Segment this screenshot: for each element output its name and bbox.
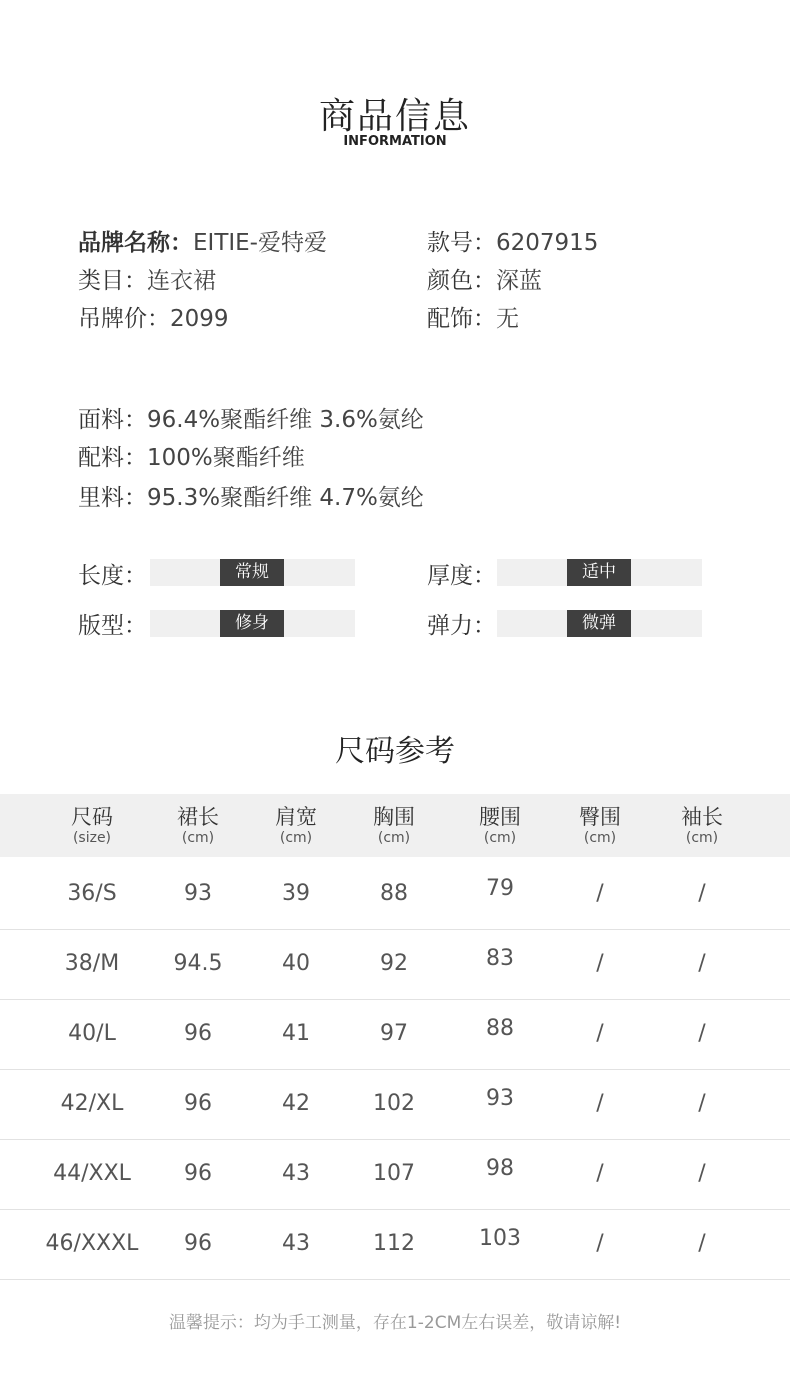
table-cell: / [596,951,604,976]
col-header-name: 裙长 [177,805,219,829]
table-cell: 83 [486,946,514,971]
material-shell-value: 96.4%聚酯纤维 3.6%氨纶 [147,407,424,433]
info-accessory-value: 无 [496,306,519,332]
info-price [78,300,229,333]
col-header-unit: (cm) [483,830,517,846]
col-header-unit: (cm) [583,830,617,846]
table-cell: / [698,1231,706,1256]
table-cell: 40 [282,951,310,976]
material-lining-value: 95.3%聚酯纤维 4.7%氨纶 [147,485,424,511]
col-header-shoulder [241,794,351,846]
table-cell: 38/M [64,951,120,976]
attr-fit-bar [150,610,355,637]
info-color [427,262,542,295]
col-header-name: 腰围 [479,805,521,829]
table-cell: 93 [184,881,212,906]
table-cell: 107 [373,1161,415,1186]
table-cell: / [596,881,604,906]
attr-length-tag: 常规 [220,559,284,586]
table-cell: 88 [486,1016,514,1041]
material-shell [78,401,424,434]
table-cell: 43 [282,1161,310,1186]
material-trim-value: 100%聚酯纤维 [147,445,305,471]
size-table-header [0,794,790,857]
table-cell: / [698,1021,706,1046]
attr-fit-label: 版型： [78,613,147,639]
table-cell: 88 [380,881,408,906]
table-cell: 40/L [68,1021,116,1046]
info-style-no-label: 款号： [427,230,496,256]
table-cell: / [698,1161,706,1186]
col-header-chest [339,794,449,846]
col-header-unit: (cm) [685,830,719,846]
attr-fit-tag: 修身 [220,610,284,637]
attr-length-bar [150,559,355,586]
info-color-label: 颜色： [427,268,496,294]
attr-thickness-bar [497,559,702,586]
col-header-name: 胸围 [373,805,415,829]
table-cell: 102 [373,1091,415,1116]
info-price-value: 2099 [170,306,229,332]
attr-elasticity-label: 弹力： [427,613,496,639]
table-cell: / [698,881,706,906]
table-cell: 94.5 [173,951,223,976]
table-cell: / [596,1091,604,1116]
info-style-no-value: 6207915 [496,230,599,256]
table-row [0,929,790,1000]
table-cell: 42/XL [60,1091,124,1116]
info-brand [78,224,327,257]
table-cell: 92 [380,951,408,976]
size-chart-title: 尺码参考 [335,734,455,769]
info-category-value: 连衣裙 [147,268,216,294]
table-cell: 97 [380,1021,408,1046]
page-subtitle: INFORMATION [343,134,447,149]
material-lining-label: 里料： [78,485,147,511]
col-header-unit: (size) [72,830,112,846]
info-category [78,262,216,295]
material-trim [78,439,305,472]
col-header-unit: (cm) [377,830,411,846]
col-header-hip [545,794,655,846]
col-header-waist [445,794,555,846]
table-row [0,1069,790,1140]
info-accessory-label: 配饰： [427,306,496,332]
info-style-no [427,224,598,257]
material-lining [78,479,424,512]
col-header-sleeve [647,794,757,846]
table-cell: 42 [282,1091,310,1116]
material-trim-label: 配料： [78,445,147,471]
measurement-note: 温馨提示：均为手工测量，存在1-2CM左右误差，敬请谅解! [168,1313,622,1333]
col-header-unit: (cm) [181,830,215,846]
table-cell: 112 [373,1231,415,1256]
table-cell: 36/S [67,881,117,906]
table-cell: / [596,1021,604,1046]
info-price-label: 吊牌价： [78,306,170,332]
table-row [0,859,790,930]
col-header-skirt-length [143,794,253,846]
attr-thickness-label: 厚度： [427,563,496,589]
table-cell: 79 [486,876,514,901]
table-row [0,1139,790,1210]
table-cell: 96 [184,1091,212,1116]
table-cell: 39 [282,881,310,906]
info-brand-value: EITIE-爱特爱 [193,230,327,256]
page-title: 商品信息 [318,96,471,137]
col-header-name: 肩宽 [275,805,317,829]
table-cell: 103 [479,1226,521,1251]
col-header-name: 袖长 [681,805,723,829]
col-header-name: 尺码 [71,805,113,829]
table-cell: / [596,1231,604,1256]
table-cell: 44/XXL [53,1161,131,1186]
table-cell: / [698,951,706,976]
table-cell: 96 [184,1161,212,1186]
attr-elasticity-bar [497,610,702,637]
info-brand-label: 品牌名称： [78,230,193,256]
table-cell: 43 [282,1231,310,1256]
table-cell: 46/XXXL [45,1231,139,1256]
material-shell-label: 面料： [78,407,147,433]
col-header-size [37,794,147,846]
attr-thickness-tag: 适中 [567,559,631,586]
table-cell: 96 [184,1231,212,1256]
col-header-unit: (cm) [279,830,313,846]
table-cell: 98 [486,1156,514,1181]
table-cell: 96 [184,1021,212,1046]
info-accessory [427,300,519,333]
table-cell: 93 [486,1086,514,1111]
table-row [0,999,790,1070]
table-cell: / [596,1161,604,1186]
col-header-name: 臀围 [579,805,621,829]
table-cell: / [698,1091,706,1116]
table-cell: 41 [282,1021,310,1046]
attr-elasticity-tag: 微弹 [567,610,631,637]
info-category-label: 类目： [78,268,147,294]
attr-length-label: 长度： [78,563,147,589]
info-color-value: 深蓝 [496,268,542,294]
table-row [0,1209,790,1280]
